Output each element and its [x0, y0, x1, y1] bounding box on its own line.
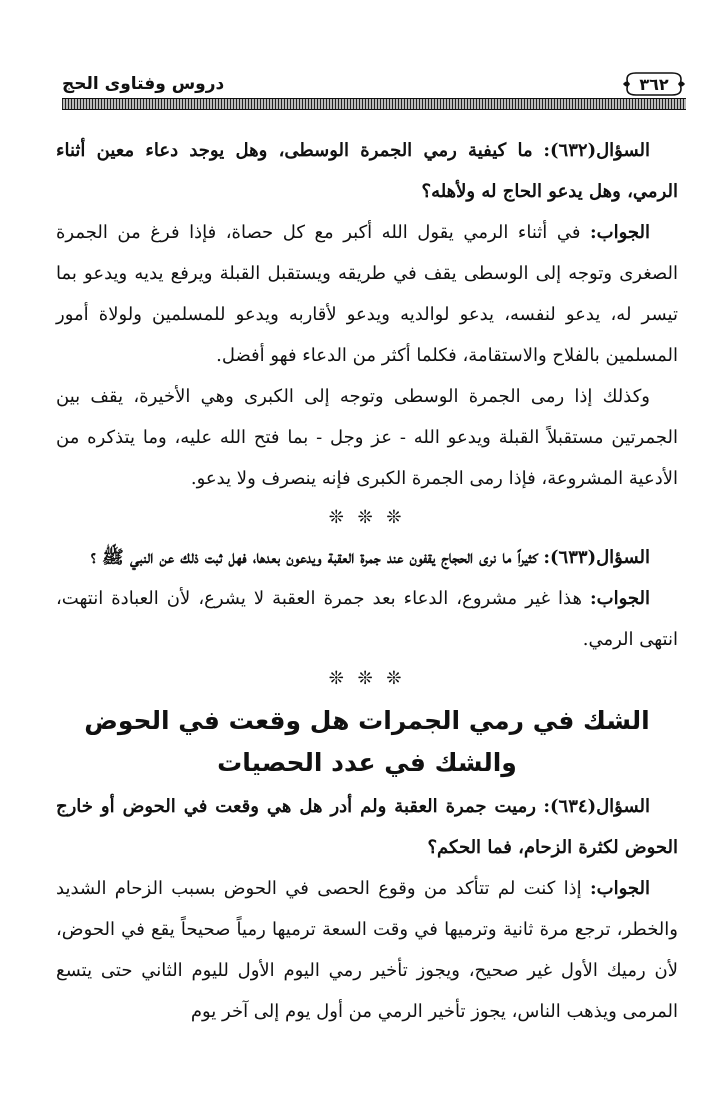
answer-633: [56, 578, 678, 660]
answer-label: الجواب:: [589, 878, 650, 899]
question-634: [56, 786, 678, 868]
question-label: السؤال(٦٣٣):: [543, 547, 650, 568]
section-separator: ❊ ❊ ❊: [328, 668, 406, 689]
answer-text: هذا غير مشروع، الدعاء بعد جمرة العقبة لا يشرع، لأن العبادة انتهت، انتهى الرمي.: [56, 588, 678, 650]
running-title: دروس وفتاوى الحج: [62, 74, 225, 94]
question-label: السؤال(٦٣٤):: [543, 796, 650, 817]
question-632: [56, 130, 678, 212]
answer-label: الجواب:: [590, 222, 650, 243]
answer-text: إذا كنت لم تتأكد من وقوع الحصى في الحوض بسبب الزحام الشديد والخطر، ترجع مرة ثانية وترميها في وقت السعة ترميها رمياً صحيحاً يقع في الحوض، لأن رميك الأول غير صحيح، ويجوز تأخير رمي اليوم الأول لليوم الثاني حتى يتسع المرمى ويذهب الناس، يجوز تأخير الرمي من أول يوم إلى آخر يوم: [56, 878, 678, 1022]
section-separator: ❊ ❊ ❊: [328, 507, 406, 528]
section-heading: الشك في رمي الجمرات هل وقعت في الحوض والشك في عدد الحصيات: [84, 706, 650, 777]
answer-text: في أثناء الرمي يقول الله أكبر مع كل حصاة، فإذا فرغ من الجمرة الصغرى وتوجه إلى الوسطى يقف في طريقه ويستقبل القبلة ويرفع يديه ويدعو بما تيسر له، يدعو لنفسه، يدعو لوالديه ويدعو لأقاربه ويدعو للمسلمين ولولاة أمور المسلمين بالفلاح والاستقامة، فكلما أكثر من الدعاء فهو أفضل.: [56, 222, 678, 366]
answer-634: [56, 868, 678, 1032]
question-text: ما كيفية رمي الجمرة الوسطى، وهل يوجد دعاء معين أثناء الرمي، وهل يدعو الحاج له ولأهله؟: [56, 140, 678, 202]
answer-632-continued: وكذلك إذا رمى الجمرة الوسطى وتوجه إلى الكبرى وهي الأخيرة، يقف بين الجمرتين مستقبلاً القبلة ويدعو الله - عز وجل - بما فتح الله عليه، وما يتذكره من الأدعية المشروعة، فإذا رمى الجمرة الكبرى فإنه ينصرف ولا يدعو.: [56, 386, 678, 489]
page-number-ornament: [622, 69, 686, 99]
question-label: السؤال(٦٣٢):: [543, 140, 650, 161]
header-rule: [62, 98, 686, 110]
answer-632: [56, 212, 678, 376]
page-body: [56, 130, 678, 1032]
question-text: كثيراً ما نرى الحجاج يقفون عند جمرة العقبة ويدعون بعدها، فهل ثبت ذلك عن النبي ﷺ ؟: [90, 547, 538, 568]
page-number: ٣٦٢: [639, 74, 669, 94]
answer-label: الجواب:: [589, 588, 650, 609]
question-text: رميت جمرة العقبة ولم أدر هل هي وقعت في الحوض أو خارج الحوض لكثرة الزحام، فما الحكم؟: [56, 796, 678, 858]
question-633: [56, 537, 678, 578]
